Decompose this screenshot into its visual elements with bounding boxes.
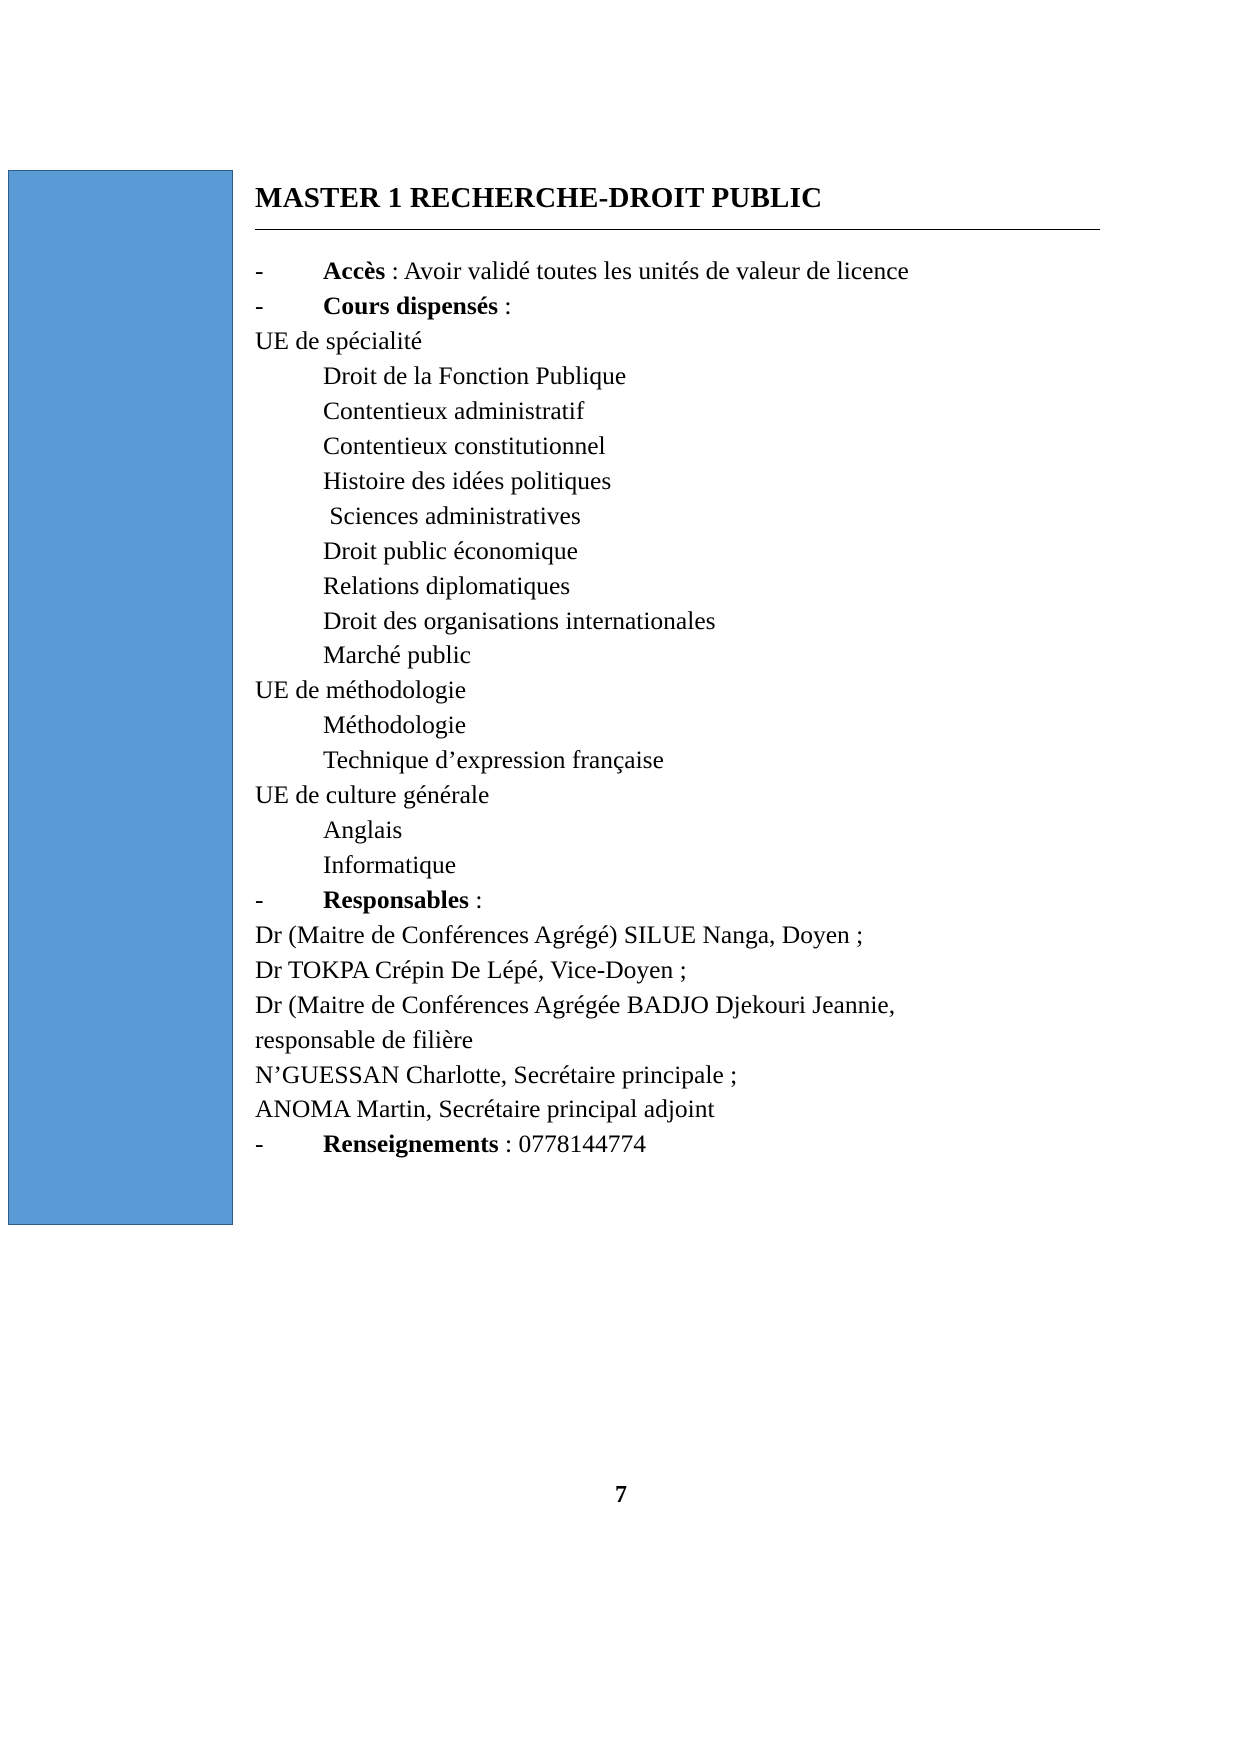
responsables-separator: :	[468, 884, 483, 914]
cours-separator: :	[498, 291, 512, 321]
ue-culture-heading: UE de culture générale	[255, 780, 490, 810]
cours-label: Cours dispensés	[323, 291, 499, 321]
responsable-item: N’GUESSAN Charlotte, Secrétaire principale ;	[255, 1059, 738, 1089]
bullet-dash: -	[255, 291, 264, 321]
course-item: Droit public économique	[323, 535, 578, 565]
course-item: Relations diplomatiques	[323, 570, 571, 600]
course-item: Méthodologie	[323, 710, 467, 740]
course-item: Contentieux constitutionnel	[323, 430, 606, 460]
title-block	[255, 182, 1100, 230]
acces-separator: :	[385, 256, 404, 286]
body-text	[255, 254, 1105, 1162]
acces-line	[255, 254, 1105, 289]
page-title: MASTER 1 RECHERCHE-DROIT PUBLIC	[255, 182, 823, 214]
renseignements-label: Renseignements	[323, 1129, 499, 1159]
ue-specialite-heading: UE de spécialité	[255, 326, 423, 356]
cours-line	[255, 289, 1105, 324]
bullet-dash: -	[255, 1129, 264, 1159]
course-item: Histoire des idées politiques	[323, 465, 612, 495]
renseignements-value: 0778144774	[518, 1129, 646, 1159]
renseignements-separator: :	[498, 1129, 519, 1159]
document-content	[255, 182, 1105, 1162]
responsable-item: Dr TOKPA Crépin De Lépé, Vice-Doyen ;	[255, 954, 687, 984]
page-number: 7	[615, 1482, 627, 1508]
course-item: Technique d’expression française	[323, 745, 664, 775]
acces-value: Avoir validé toutes les unités de valeur de licence	[403, 256, 909, 286]
course-item: Contentieux administratif	[323, 396, 585, 426]
responsable-item: Dr (Maitre de Conférences Agrégée BADJO Djekouri Jeannie,	[255, 989, 896, 1019]
decorative-side-block	[8, 170, 233, 1225]
bullet-dash: -	[255, 884, 264, 914]
responsables-line	[255, 883, 1105, 918]
course-item: Droit des organisations internationales	[323, 605, 716, 635]
bullet-dash: -	[255, 256, 264, 286]
responsables-label: Responsables	[323, 884, 469, 914]
course-item: Sciences administratives	[323, 500, 581, 530]
responsable-item: ANOMA Martin, Secrétaire principal adjoint	[255, 1094, 715, 1124]
responsable-item: responsable de filière	[255, 1024, 474, 1054]
course-item: Droit de la Fonction Publique	[323, 361, 627, 391]
ue-methodologie-heading: UE de méthodologie	[255, 675, 467, 705]
acces-label: Accès	[323, 256, 386, 286]
course-item: Marché public	[323, 640, 471, 670]
course-item: Anglais	[323, 815, 403, 845]
renseignements-line	[255, 1127, 1105, 1162]
course-item: Informatique	[323, 850, 457, 880]
responsable-item: Dr (Maitre de Conférences Agrégé) SILUE Nanga, Doyen ;	[255, 919, 864, 949]
